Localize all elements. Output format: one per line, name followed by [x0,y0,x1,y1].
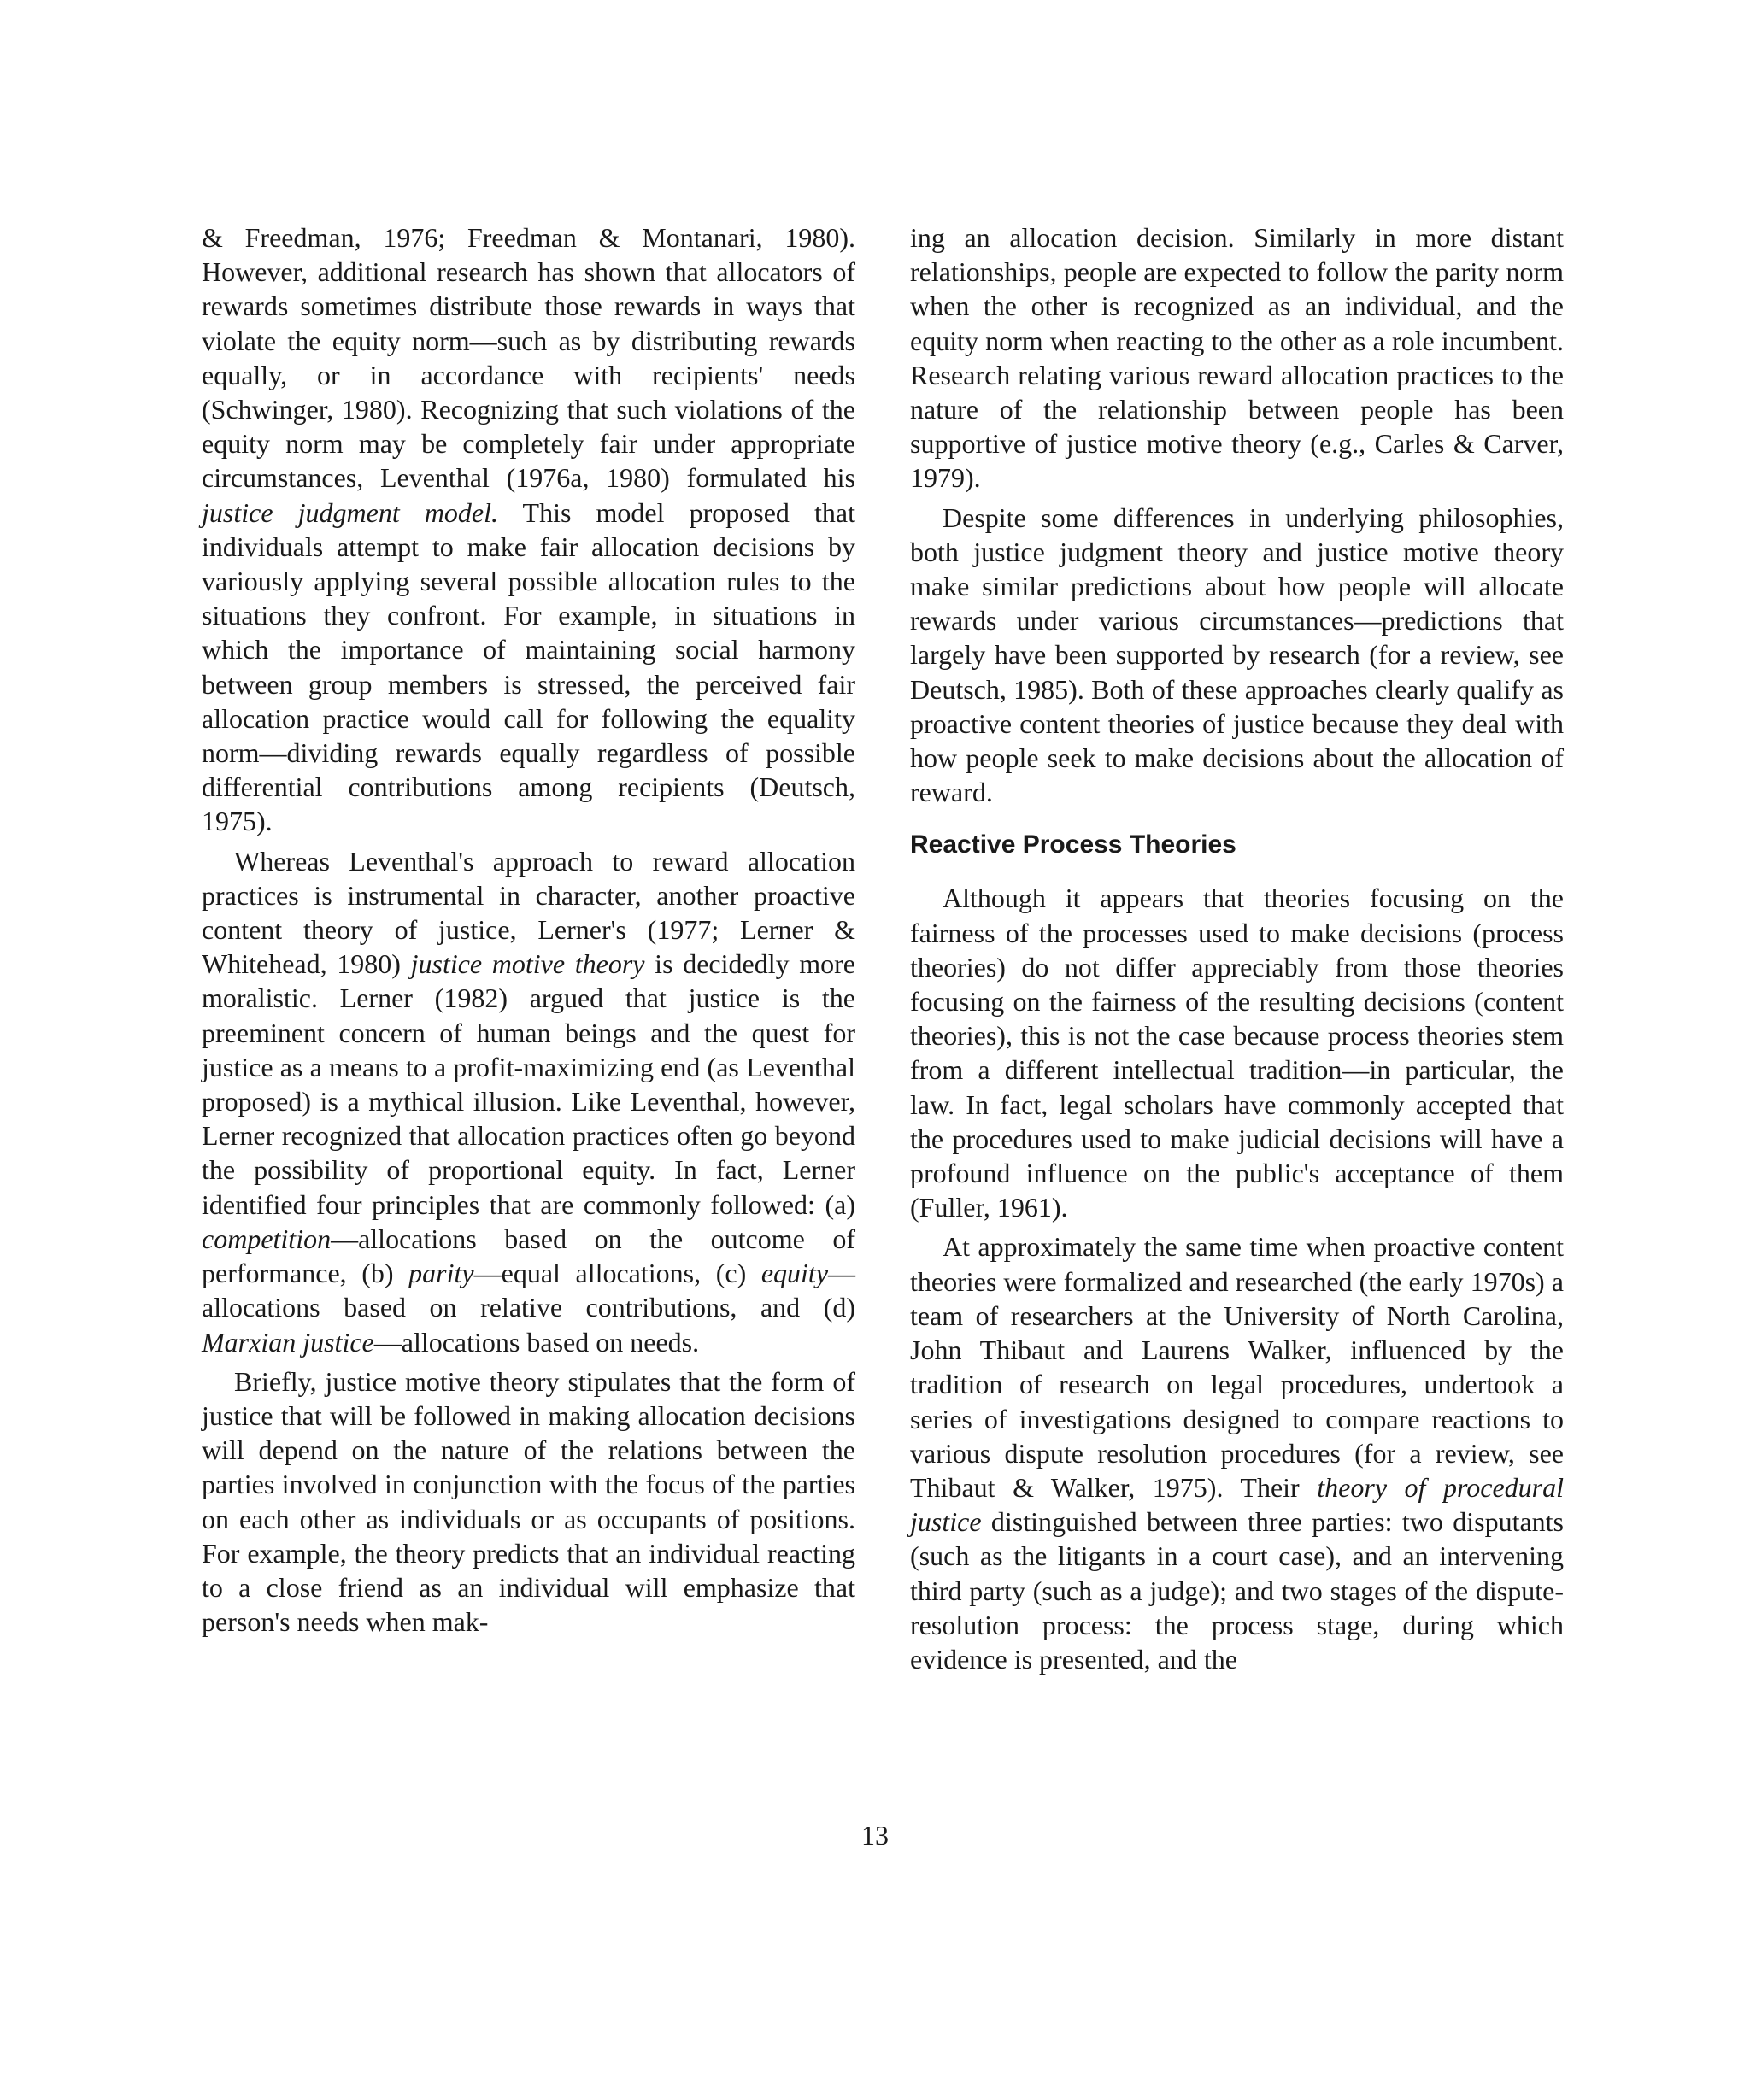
emphasis-term: parity [408,1258,474,1289]
paragraph-justice-motive [202,1364,855,1640]
emphasis-term: competition [202,1223,332,1254]
paragraph-allocation-decision [910,220,1564,496]
emphasis-term: equity [760,1258,829,1289]
right-column [910,220,1564,1676]
left-column [202,220,855,1639]
emphasis-term: theory of procedural justice [910,1471,1565,1538]
text-run: Briefly, justice motive theory stipulates that the form of justice that will be followed in making allocation decisions will depend on the nature of the relations between the parties involved in conjunction with the focus of the parties on each other as individuals or as occupants of positions. For example, the theory predicts that an individual reacting to a close friend as an individual will emphasize that person's needs when mak- [202,1365,855,1638]
text-run: is decidedly more moralistic. Lerner (1982) argued that justice is the preeminent concern of human beings and the quest for justice as a means to a profit-maximizing end (as Leventhal proposed) is a mythical illusion. Like Leventhal, however, Lerner recognized that allocation practices often go beyond the possibility of proportional equity. In fact, Lerner identified four principles that are commonly followed: (a) [202,948,856,1220]
text-run: At approximately the same time when proactive content theories were formalized and researched (the early 1970s) a team of researchers at the University of North Carolina, John Thibaut and Laurens Walker, influenced by the tradition of research on legal procedures, undertook a series of investigations designed to compare reactions to various dispute resolution procedures (for a review, see Thibaut & Walker, 1975). Their [910,1231,1564,1503]
text-run: Although it appears that theories focusing on the fairness of the processes used to make decisions (process theories) do not differ appreciably from those theories focusing on the fairness of the resulting decisions (content theories), this is not the case because process theories stem from a different intellectual tradition—in particular, the law. In fact, legal scholars have commonly accepted that the procedures used to make judicial decisions will have a profound influence on the public's acceptance of them (Fuller, 1961). [910,883,1564,1223]
emphasis-term: justice judgment model. [202,496,499,528]
paragraph-proactive-theories [910,501,1564,810]
text-run: & Freedman, 1976; Freedman & Montanari, 1980). However, additional research has shown that allocators of rewards sometimes distribute those rewards in ways that violate the equity norm—such as by distributing rewards equally, or in accordance with recipients' needs (Schwinger, 1980). Recognizing that such violations of the equity norm may be completely fair under appropriate circumstances, Leventhal (1976a, 1980) formulated his [202,222,855,494]
text-run: —allocations based on needs. [373,1326,700,1358]
emphasis-term: justice motive theory [410,948,645,980]
text-run: —equal allocations, (c) [473,1258,761,1289]
text-run: Whereas Leventhal's approach to reward allocation practices is instrumental in character, another proactive content theory of justice, Lerner's (1977; Lerner & Whitehead, 1980) [202,845,855,980]
paragraph-process-theories [910,881,1564,1224]
page-number: 13 [861,1820,889,1851]
paragraph-thibaut-walker [910,1229,1564,1676]
section-heading: Reactive Process Theories [910,830,1236,859]
text-run: — allocations based on relative contributions, and (d) [202,1258,856,1323]
text-run: This model proposed that individuals attempt to make fair allocation decisions by variously applying several possible allocation rules to the situations they confront. For example, in situations in which the importance of maintaining social harmony between group members is stressed, the perceived fair allocation practice would call for following the equality norm—dividing rewards equally regardless of possible differential contributions among recipients (Deutsch, 1975). [202,496,856,837]
paragraph-equity-leventhal [202,220,855,839]
text-run: ing an allocation decision. Similarly in more distant relationships, people are expected to follow the parity norm when the other is recognized as an individual, and the equity norm when reacting to the other as a role incumbent. Research relating various reward allocation practices to the nature of the relationship between people has been supportive of justice motive theory (e.g., Carles & Carver, 1979). [910,222,1564,494]
emphasis-term: Marxian justice [202,1326,374,1358]
text-run: —allocations based on the outcome of performance, (b) [202,1223,855,1289]
text-run: distinguished between three parties: two disputants (such as the litigants in a court case), and an intervening third party (such as a judge); and two stages of the dispute-resolution process: the process stage, during which evidence is presented, and the [910,1506,1564,1675]
paragraph-lerner [202,844,855,1359]
text-run: Despite some differences in underlying philosophies, both justice judgment theory and justice motive theory make similar predictions about how people will allocate rewards under various circumstances—predictions that largely have been supported by research (for a review, see Deutsch, 1985). Both of these approaches clearly qualify as proactive content theories of justice because they deal with how people seek to make decisions about the allocation of reward. [910,502,1564,808]
